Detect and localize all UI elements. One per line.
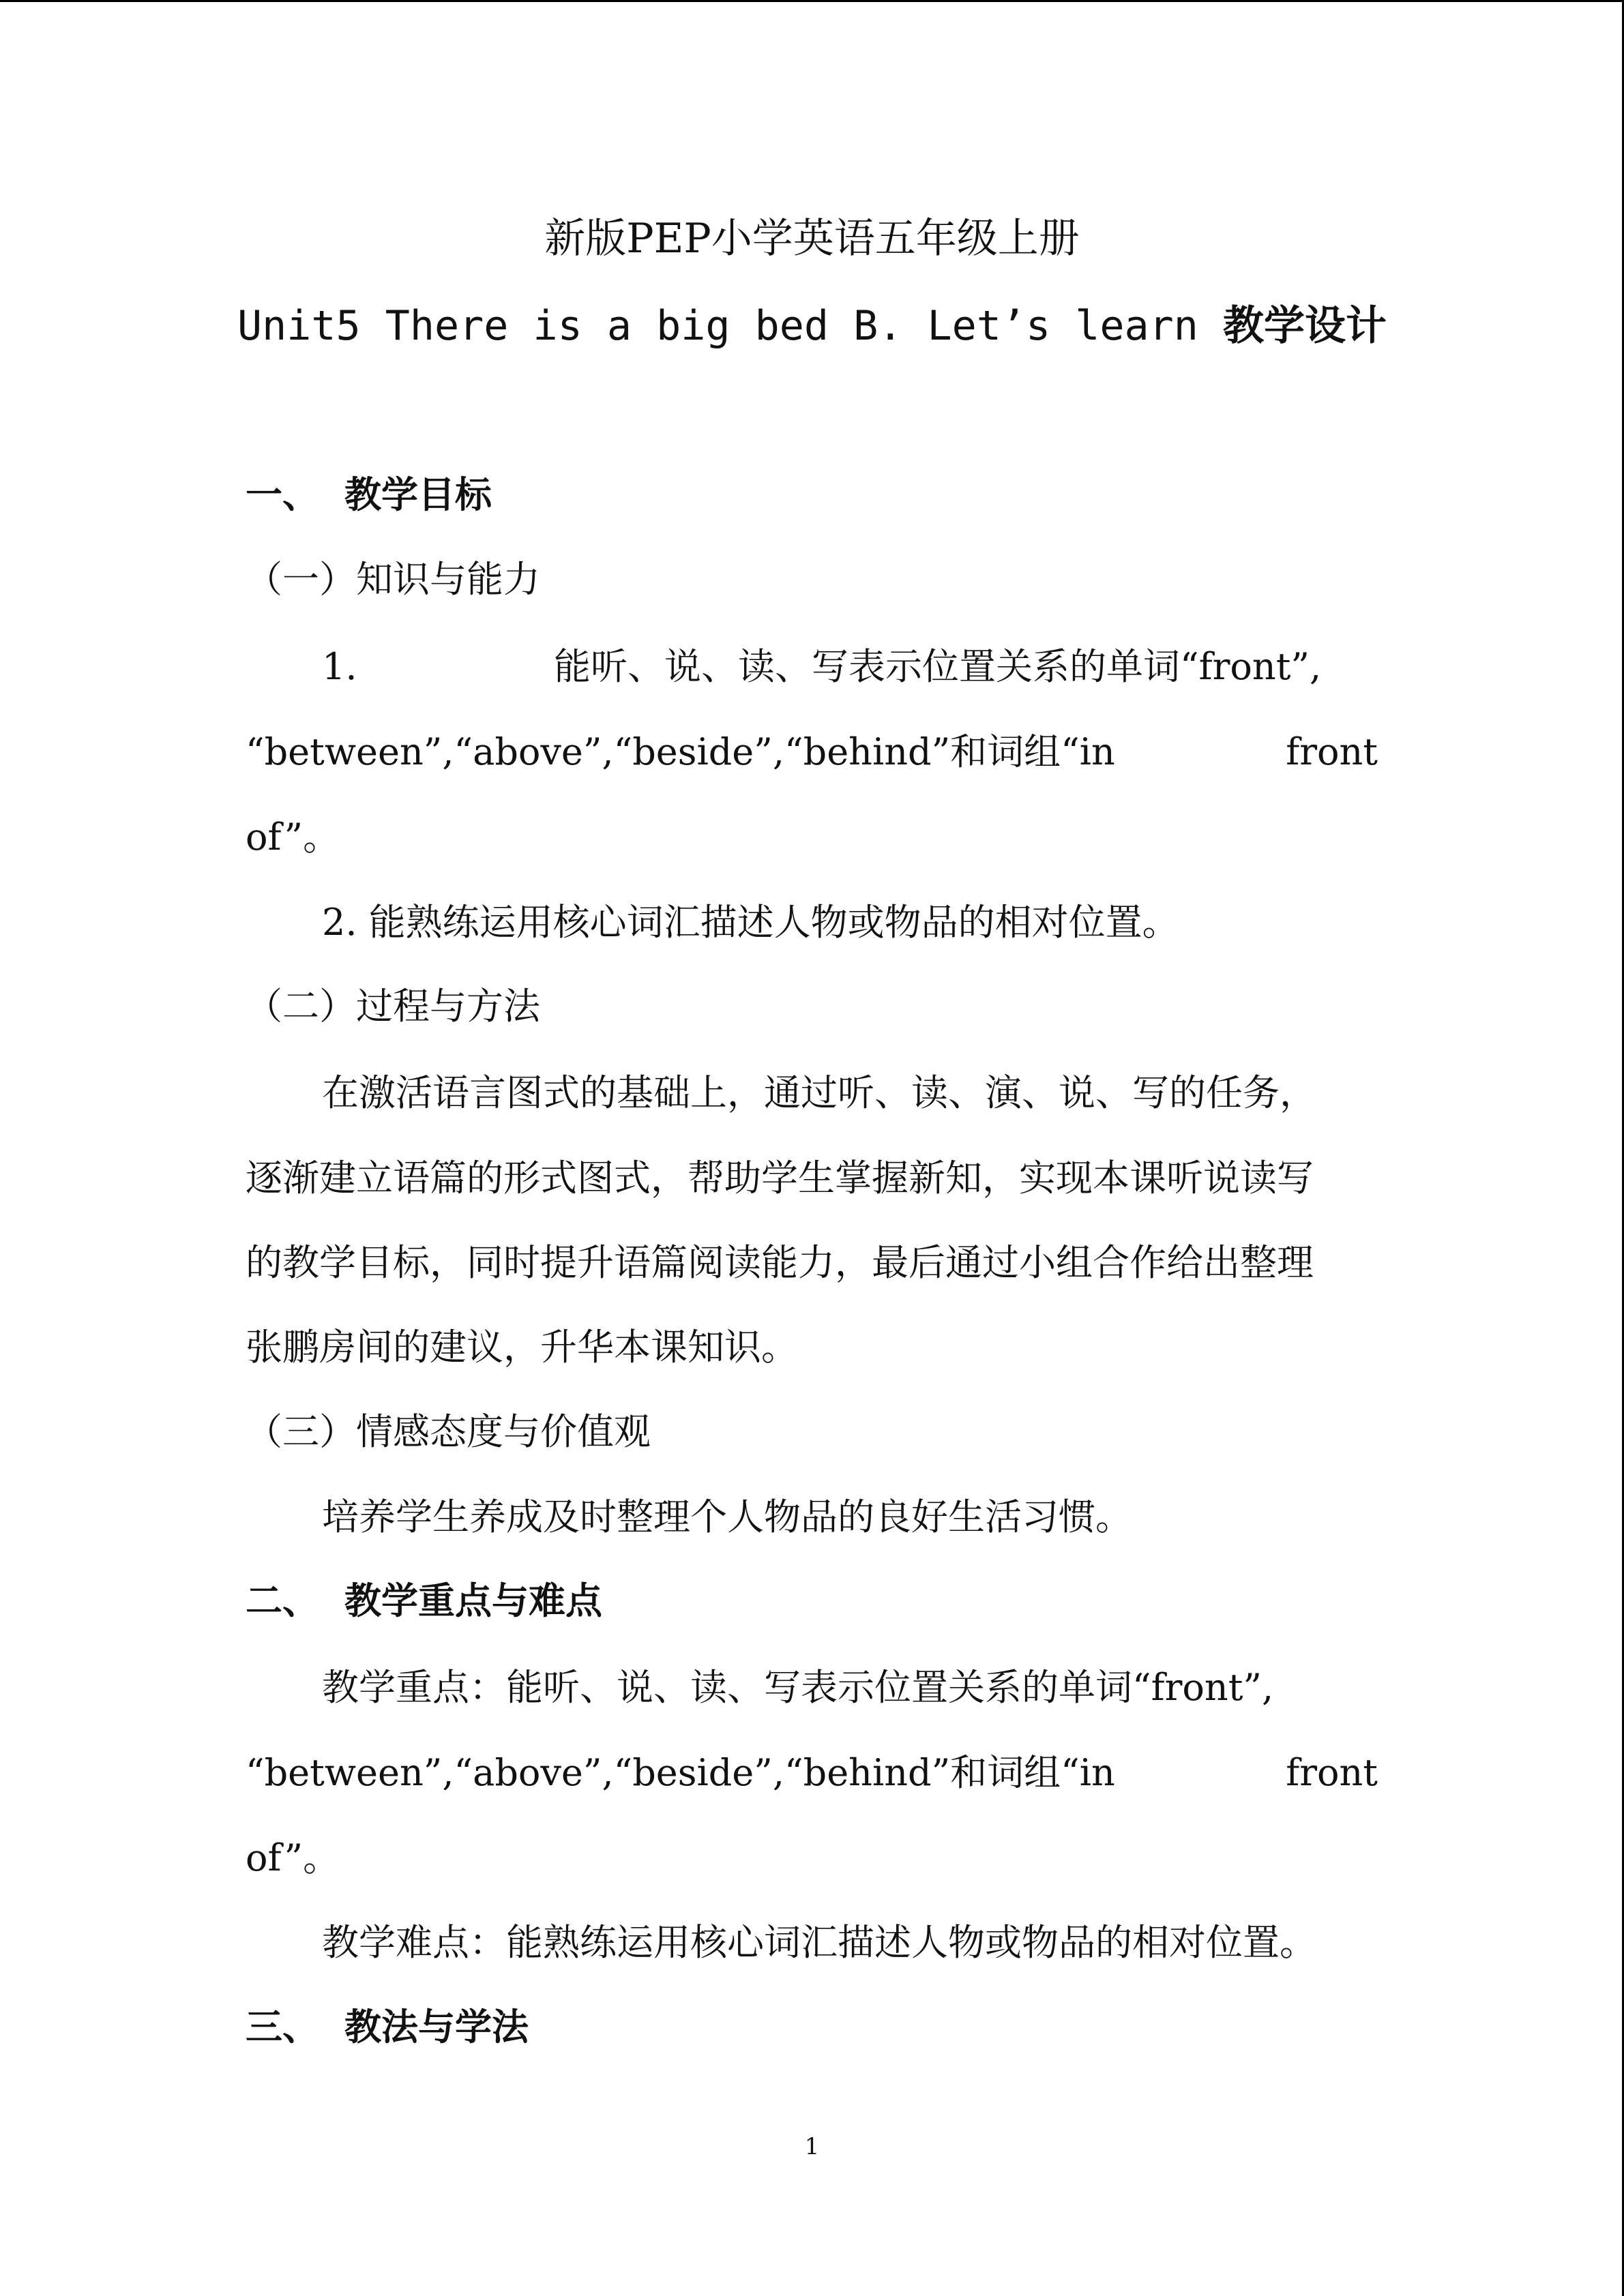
top-border [0,0,1624,2]
key-point-line3: of”。 [246,1836,340,1879]
document-title: 新版PEP小学英语五年级上册 [544,215,1080,263]
section-number: 二、 [246,1579,319,1622]
section-number: 三、 [246,2006,319,2048]
text-fragment: “between”,“above”,“beside”,“behind”和词组“in [246,1751,1115,1794]
paragraph-line: 的教学目标，同时提升语篇阅读能力，最后通过小组合作给出整理 [246,1241,1314,1284]
paragraph-line: 培养学生养成及时整理个人物品的良好生活习惯。 [322,1495,1132,1538]
paragraph-line: 逐渐建立语篇的形式图式，帮助学生掌握新知，实现本课听说读写 [246,1157,1314,1199]
key-point-line1: 教学重点：能听、说、读、写表示位置关系的单词“front”, [322,1666,1274,1709]
page-number: 1 [804,2133,820,2160]
paragraph-line: 张鹏房间的建议，升华本课知识。 [246,1326,798,1369]
objective-item-1 [322,645,1321,689]
section-title: 教学目标 [344,473,492,516]
item-text: 能听、说、读、写表示位置关系的单词“front”, [554,645,1322,688]
subtitle-chinese: 教学设计 [1222,302,1387,350]
section-heading-key-points [246,1579,602,1623]
section-title: 教学重点与难点 [344,1579,602,1622]
subheading-process: （二）过程与方法 [246,985,540,1028]
text-fragment: “between”,“above”,“beside”,“behind”和词组“in [246,730,1115,773]
section-title: 教法与学法 [344,2006,529,2048]
key-point-line2 [246,1751,1378,1795]
subheading-attitude: （三）情感态度与价值观 [246,1410,651,1453]
objective-item-1-line3: of”。 [246,816,340,859]
text-fragment: front [1286,730,1378,773]
item-number: 1. [322,645,357,688]
section-heading-methods [246,2006,529,2049]
text-fragment: front [1286,1751,1378,1794]
objective-item-2: 2. 能熟练运用核心词汇描述人物或物品的相对位置。 [322,901,1179,944]
paragraph-line: 在激活语言图式的基础上，通过听、读、演、说、写的任务， [322,1071,1316,1114]
difficult-point: 教学难点：能熟练运用核心词汇描述人物或物品的相对位置。 [322,1921,1316,1964]
document-subtitle [0,304,1624,348]
objective-item-1-line2 [246,730,1378,774]
section-heading-objectives [246,473,492,517]
subheading-knowledge: （一）知识与能力 [246,558,540,601]
subtitle-english: Unit5 There is a big bed B. Let’s learn [237,302,1223,350]
section-number: 一、 [246,473,319,516]
